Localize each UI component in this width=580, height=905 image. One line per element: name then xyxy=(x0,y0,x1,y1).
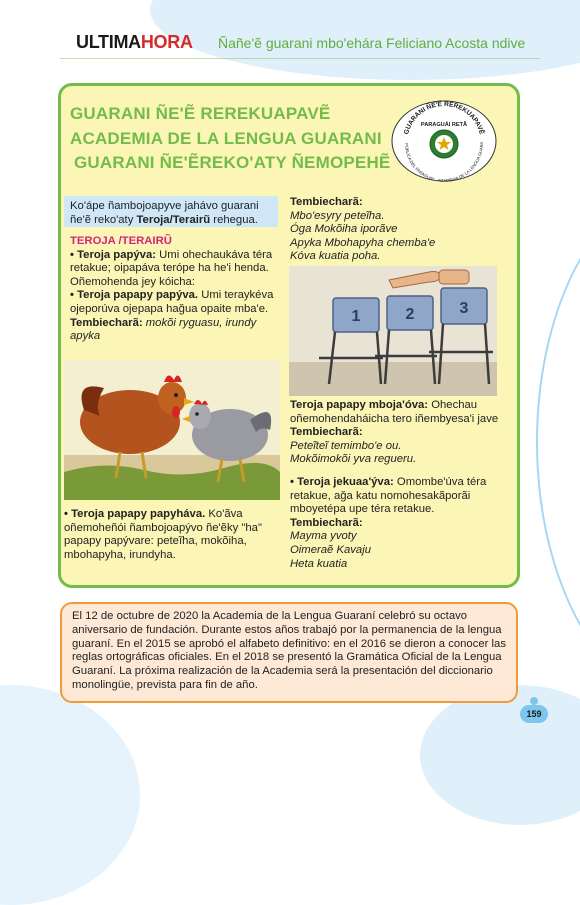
intro-box xyxy=(64,196,278,227)
intro-text-2: rehegua. xyxy=(210,213,258,226)
example-right-3-line-3: Heta kuatia xyxy=(290,557,348,570)
header-divider xyxy=(60,58,540,59)
chair-number-1: 1 xyxy=(351,308,361,325)
example-right-1-line-2: Óga Mokõiha iporãve xyxy=(290,223,398,236)
example-right-3-line-1: Mayma yvoty xyxy=(290,530,357,543)
example-right-label-2: Tembiecharã: xyxy=(290,426,363,439)
title-line-2: ACADEMIA DE LA LENGUA GUARANI xyxy=(70,129,382,148)
example-right-label-3: Tembiecharã: xyxy=(290,516,363,529)
background-arc-bottom-right xyxy=(420,685,580,825)
item-teroja-papapy-papyva xyxy=(70,289,280,316)
intro-text-1: Ko'ápe ñambojoapyve jahávo guarani ñe'ẽ reko'aty xyxy=(70,200,259,226)
academy-seal-icon xyxy=(388,99,500,183)
background-arc-right xyxy=(536,180,580,704)
item4-text: Ohechau oñemohendaháicha tero iñembyesa'i jave xyxy=(290,399,499,425)
page-header xyxy=(0,28,580,60)
right-column-top xyxy=(290,196,500,264)
brand-logo xyxy=(76,32,193,53)
item-teroja-papapy-mbojaova xyxy=(290,399,500,426)
item1-label: • Teroja papýva: xyxy=(70,248,156,261)
example-right-1-line-1: Mbo'esyry peteĩha. xyxy=(290,209,385,222)
left-column xyxy=(70,235,280,344)
chair-number-2: 2 xyxy=(405,306,415,323)
numbered-chairs-illustration xyxy=(289,266,497,396)
seal-inner-text: PARAGUÁI RETÃ xyxy=(420,122,468,128)
brand-ultima: ULTIMA xyxy=(76,32,141,52)
right-column-bottom xyxy=(290,399,500,571)
item-teroja-papyva xyxy=(70,249,280,290)
brand-hora: HORA xyxy=(140,32,193,52)
chickens-illustration xyxy=(64,360,280,500)
example-right-2-line-1: Peteĩteĩ temimbo'e ou. xyxy=(290,439,402,452)
item-teroja-papapy-papyhava xyxy=(64,508,280,562)
page-number-dot xyxy=(530,697,538,705)
example-right-3-line-2: Oimeraẽ Kavaju xyxy=(290,543,371,556)
example-text: mokõi ryguasu, irundy apyka xyxy=(70,316,257,343)
seal-top-text: GUARANI ÑE'Ẽ REREKUAPAVẼ xyxy=(403,100,485,136)
item5-text: Omombe'úva téra retakue, ağa katu nomohesakãporãi mboyetépa upe téra retakue. xyxy=(290,475,487,516)
header-title: Ñañe'ẽ guarani mbo'ehára Feliciano Acosta ndive xyxy=(218,35,526,51)
subhead-teroja: TEROJA /TERAIRŨ xyxy=(70,235,172,247)
title-line-3: GUARANI ÑE'ẼREKO'ATY ÑEMOPEHẼ xyxy=(74,153,391,172)
page-number: 159 xyxy=(520,705,548,723)
item2-text: Umi teraykéva ojeporúva ojepapa hağua opaite mba'e. xyxy=(70,289,274,315)
item2-label: • Teroja papapy papýva. xyxy=(70,289,199,302)
example-right-2-line-2: Mokõimokõi yva regueru. xyxy=(290,453,417,466)
item5-label: • Teroja jekuaa'ýva: xyxy=(290,475,394,488)
example-left-1 xyxy=(70,317,280,344)
item4-label: Teroja papapy mboja'óva: xyxy=(290,399,429,411)
example-right-1-line-4: Kóva kuatia poha. xyxy=(290,250,381,263)
item3-text: Ko'ãva oñemoheñói ñambojoapývo ñe'ẽky "ha" papapy papývare: peteĩha, mokõiha, mbohapyha, irundyha. xyxy=(64,508,262,561)
item1-text: Umi ohechaukáva téra retakue; oipapáva terópe ha he'i henda. Oñemohenda jey kóicha: xyxy=(70,248,273,288)
example-right-1-line-3: Apyka Mbohapyha chemba'e xyxy=(290,236,436,249)
seal-bottom-text: PÚBLICA DEL PARAGUAY · ACADEMIA DE LA LENGUA GUARA xyxy=(403,141,485,183)
item-teroja-jekuaayva xyxy=(290,476,500,517)
item3-label: • Teroja papapy papyháva. xyxy=(64,508,206,520)
intro-text-bold: Teroja/Terairũ xyxy=(136,213,211,226)
left-column-bottom xyxy=(64,508,280,562)
background-arc-bottom-left xyxy=(0,685,140,905)
chair-number-3: 3 xyxy=(459,300,469,317)
spacer xyxy=(290,467,500,476)
example-right-label-1: Tembiecharã: xyxy=(290,196,363,208)
title-line-1: GUARANI ÑE'Ẽ REREKUAPAVẼ xyxy=(70,104,331,123)
example-label: Tembiecharã: xyxy=(70,316,143,329)
academy-note-card xyxy=(60,602,518,703)
academy-note-text: El 12 de octubre de 2020 la Academia de la Lengua Guaraní celebró su octavo aniversario de fundación. Durante estos años trabajó por la permanencia de la lengua guaraní. En el 2015 se aprobó el alfabeto definitivo: en el 2016 se dieron a conocer las reglas ortográficas oficiales. En el 2018 se presentó la Gramática Oficial de la Lengua Guaraní. La próxima realización de la Academia será la presentación del diccionario monolingüe, prevista para fin de año. xyxy=(72,610,506,691)
